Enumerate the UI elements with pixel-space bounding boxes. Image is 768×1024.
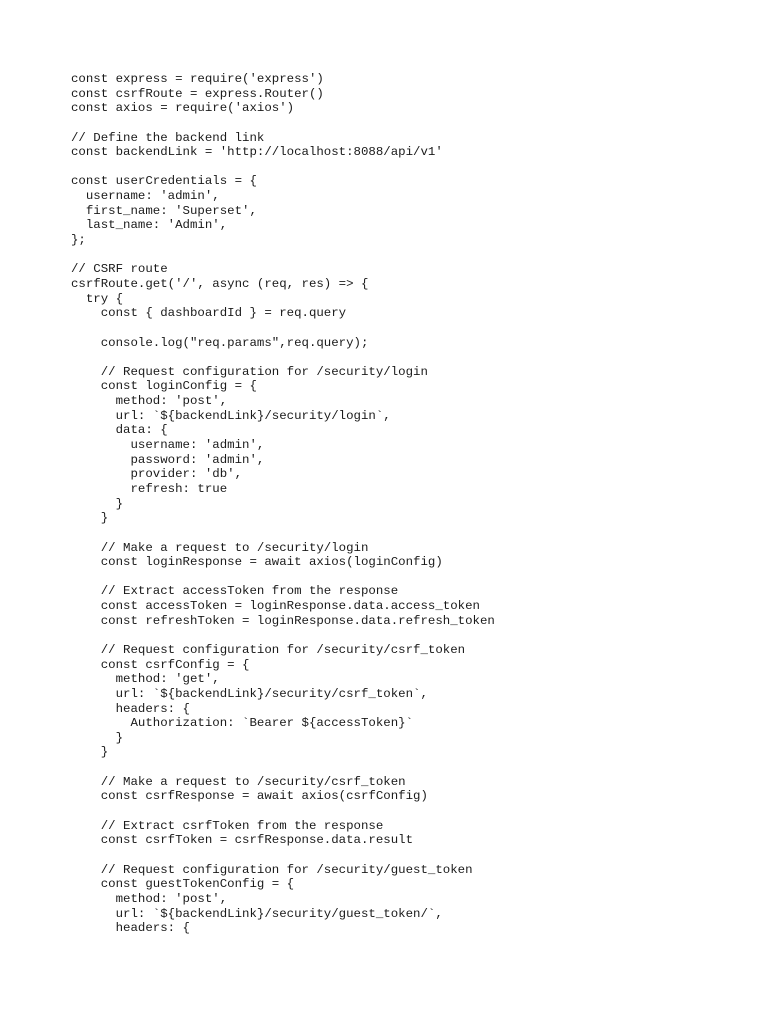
code-line: headers: { bbox=[71, 701, 190, 716]
code-line: method: 'post', bbox=[71, 891, 228, 906]
code-line bbox=[71, 760, 711, 775]
code-line bbox=[71, 160, 711, 175]
code-line: } bbox=[71, 745, 109, 760]
code-line bbox=[71, 350, 711, 365]
code-line: username: 'admin', bbox=[71, 189, 220, 204]
code-line: const csrfResponse = await axios(csrfConfig) bbox=[71, 789, 428, 804]
code-line: try { bbox=[71, 291, 124, 306]
code-line: const express = require('express') bbox=[71, 72, 324, 86]
code-line: const guestTokenConfig = { bbox=[71, 877, 295, 892]
code-line: const loginConfig = { bbox=[71, 379, 257, 394]
code-line: csrfRoute.get('/', async (req, res) => { bbox=[71, 276, 369, 291]
code-line: Authorization: `Bearer ${accessToken}` bbox=[71, 716, 414, 731]
code-line: url: `${backendLink}/security/guest_token/`, bbox=[71, 906, 443, 921]
code-line bbox=[71, 321, 711, 336]
code-line: const csrfConfig = { bbox=[71, 657, 250, 672]
code-line: url: `${backendLink}/security/csrf_token`, bbox=[71, 686, 428, 701]
code-line: username: 'admin', bbox=[71, 438, 265, 453]
code-line bbox=[71, 570, 711, 585]
code-line: } bbox=[71, 496, 124, 511]
code-line: // Extract csrfToken from the response bbox=[71, 818, 384, 833]
code-line: // Request configuration for /security/guest_token bbox=[71, 862, 473, 877]
code-line: method: 'get', bbox=[71, 672, 220, 687]
code-line: const csrfRoute = express.Router() bbox=[71, 86, 324, 101]
code-line: const loginResponse = await axios(loginConfig) bbox=[71, 555, 443, 570]
code-line: // Define the backend link bbox=[71, 130, 265, 145]
code-line bbox=[71, 116, 711, 131]
code-line: refresh: true bbox=[71, 481, 228, 496]
code-line: const userCredentials = { bbox=[71, 174, 257, 189]
code-line: } bbox=[71, 730, 124, 745]
code-line: // Make a request to /security/login bbox=[71, 540, 369, 555]
code-line: password: 'admin', bbox=[71, 452, 265, 467]
code-line: console.log("req.params",req.query); bbox=[71, 335, 369, 350]
code-line: // Request configuration for /security/csrf_token bbox=[71, 642, 466, 657]
code-line: }; bbox=[71, 233, 86, 248]
code-line: const accessToken = loginResponse.data.access_token bbox=[71, 599, 480, 614]
code-line: provider: 'db', bbox=[71, 467, 243, 482]
code-line: } bbox=[71, 511, 109, 526]
code-listing bbox=[71, 72, 711, 936]
code-line: const { dashboardId } = req.query bbox=[71, 306, 347, 321]
code-line bbox=[71, 248, 711, 263]
code-line: const csrfToken = csrfResponse.data.result bbox=[71, 833, 414, 848]
code-line: url: `${backendLink}/security/login`, bbox=[71, 408, 391, 423]
code-line: // Request configuration for /security/login bbox=[71, 364, 428, 379]
code-line: const refreshToken = loginResponse.data.refresh_token bbox=[71, 613, 495, 628]
code-line: first_name: 'Superset', bbox=[71, 203, 257, 218]
code-line bbox=[71, 804, 711, 819]
code-line: data: { bbox=[71, 423, 168, 438]
code-line: headers: { bbox=[71, 921, 190, 936]
code-line: // CSRF route bbox=[71, 262, 168, 277]
code-line bbox=[71, 628, 711, 643]
code-line bbox=[71, 848, 711, 863]
code-line: last_name: 'Admin', bbox=[71, 218, 228, 233]
code-line: // Extract accessToken from the response bbox=[71, 584, 399, 599]
code-line: const backendLink = 'http://localhost:8088/api/v1' bbox=[71, 145, 443, 160]
code-line: const axios = require('axios') bbox=[71, 101, 295, 116]
code-line: method: 'post', bbox=[71, 394, 228, 409]
code-line bbox=[71, 526, 711, 541]
code-line: // Make a request to /security/csrf_token bbox=[71, 774, 406, 789]
